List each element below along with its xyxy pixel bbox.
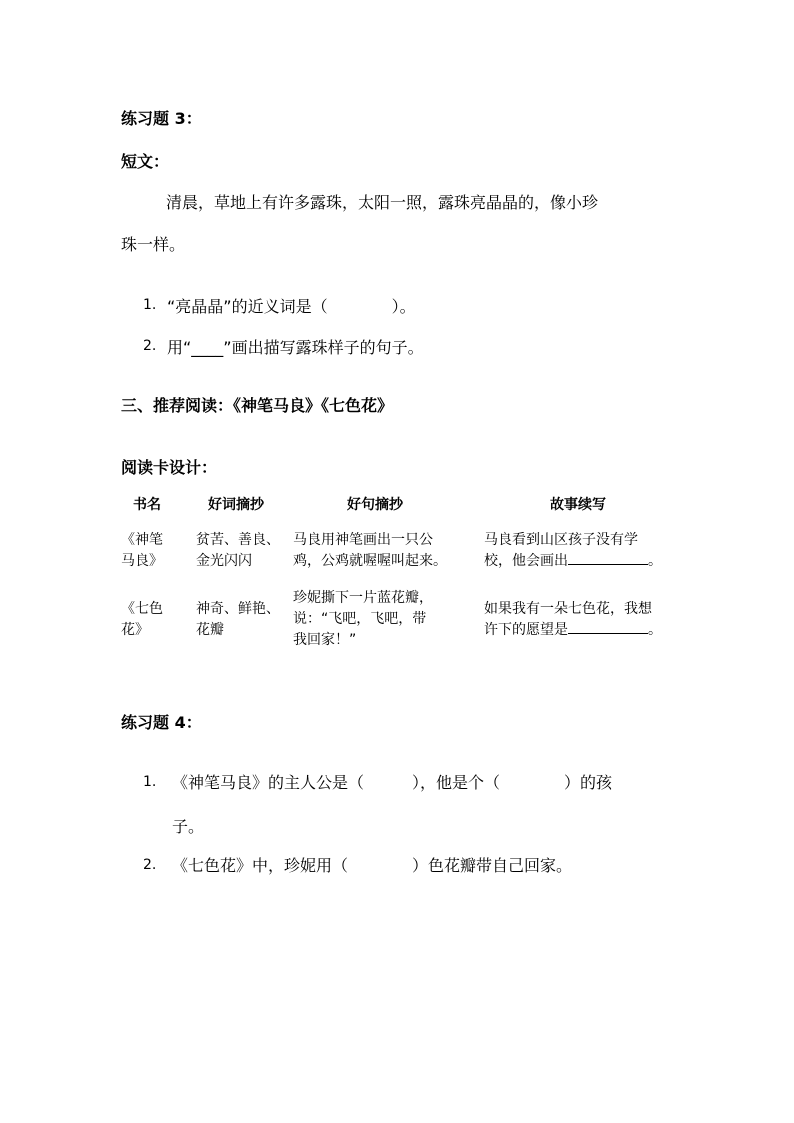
table-cell-sentence: 珍妮撕下一片蓝花瓣， 说：“飞吧，飞吧，带 我回家！” — [293, 590, 433, 648]
table-header: 好句摘抄 — [347, 497, 403, 513]
table-cell-book: 《神笔 马良》 — [121, 532, 163, 569]
table-cell-book: 《七色 花》 — [121, 601, 163, 638]
question-number: 1. — [143, 774, 157, 790]
table-header: 好词摘抄 — [208, 497, 264, 513]
passage-line-2: 珠一样。 — [121, 235, 186, 254]
question-number: 2. — [143, 857, 157, 873]
exercise3-title: 练习题 3： — [121, 109, 202, 128]
answer-blank[interactable] — [568, 633, 648, 634]
table-cell-story: 马良看到山区孩子没有学 校，他会画出 。 — [484, 532, 662, 569]
table-cell-words: 神奇、鲜艳、 花瓣 — [196, 601, 280, 638]
exercise3-question-1: “亮晶晶”的近义词是（ ）。 — [167, 297, 416, 316]
passage-label: 短文： — [121, 152, 170, 171]
exercise3-question-2: 用“____”画出描写露珠样子的句子。 — [167, 338, 424, 357]
reading-card-label: 阅读卡设计： — [121, 458, 218, 477]
table-cell-story: 如果我有一朵七色花，我想 许下的愿望是 。 — [484, 601, 662, 638]
section-heading: 三、推荐阅读：《神笔马良》《七色花》 — [121, 396, 394, 415]
answer-blank[interactable] — [568, 564, 648, 565]
exercise4-question-2: 《七色花》中，珍妮用（ ）色花瓣带自己回家。 — [172, 856, 573, 875]
table-cell-sentence: 马良用神笔画出一只公 鸡，公鸡就喔喔叫起来。 — [293, 532, 447, 569]
question-number: 1. — [143, 297, 157, 313]
table-cell-words: 贫苦、善良、 金光闪闪 — [196, 532, 280, 569]
question-number: 2. — [143, 338, 157, 354]
table-header: 故事续写 — [550, 497, 606, 513]
exercise4-question-1: 《神笔马良》的主人公是（ ），他是个（ ）的孩 — [172, 773, 613, 792]
passage-line-1: 清晨，草地上有许多露珠，太阳一照，露珠亮晶晶的，像小珍 — [166, 193, 599, 212]
exercise4-question-1-cont: 子。 — [172, 817, 205, 836]
exercise4-title: 练习题 4： — [121, 713, 202, 732]
table-header: 书名 — [133, 497, 161, 513]
